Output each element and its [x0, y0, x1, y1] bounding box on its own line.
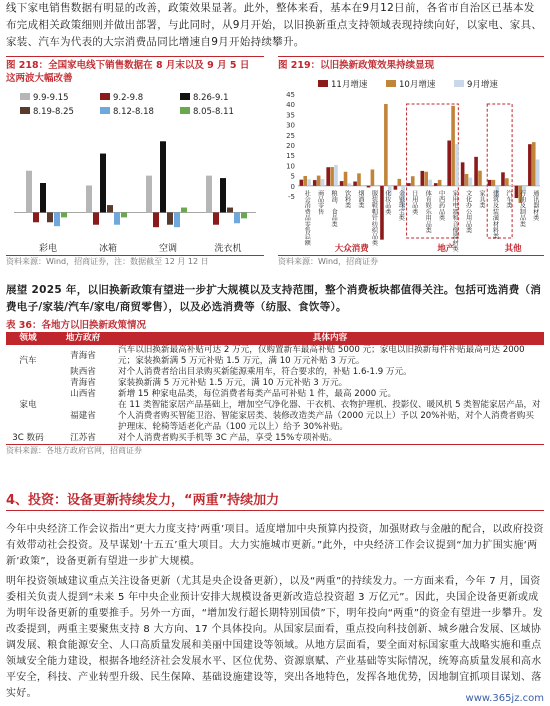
y-tick-label: 45 — [286, 91, 295, 99]
category-label: 彩电 — [38, 244, 58, 254]
table-row — [6, 378, 544, 389]
cell-field: 3C 数码 — [12, 433, 44, 443]
bar — [411, 176, 415, 186]
bar — [33, 212, 39, 222]
y-tick-label: 5 — [290, 172, 295, 181]
bar — [54, 212, 60, 226]
bar — [121, 212, 127, 217]
y-tick-label: 25 — [286, 131, 295, 140]
bar — [469, 178, 473, 186]
table-header-row — [6, 332, 544, 345]
y-tick-label: 30 — [286, 121, 295, 130]
table-36-container — [6, 319, 544, 456]
bar — [160, 141, 166, 212]
legend-label: 11月增速 — [331, 80, 368, 90]
y-tick-label: 40 — [286, 101, 295, 110]
cell-content: 对个人消费者购买手机等 3C 产品，享受 15%专项补贴。 — [118, 433, 338, 443]
category-label: 商品零售 — [316, 189, 324, 215]
category-label: 石油及制品类 — [518, 189, 526, 228]
bar — [114, 212, 120, 224]
bar — [488, 180, 492, 186]
bar — [86, 185, 92, 212]
header-government: 地方政府 — [50, 332, 116, 345]
policy-table — [6, 332, 544, 445]
category-label: 饮料类 — [343, 189, 351, 209]
y-tick-label: 0 — [290, 182, 295, 191]
legend-swatch — [454, 80, 464, 87]
bar — [375, 185, 379, 186]
bar — [40, 183, 46, 212]
category-label: 冰箱 — [98, 244, 118, 254]
cell-gov: 福建省 — [70, 411, 96, 421]
legend-swatch — [318, 80, 328, 87]
group-label: 地产 — [437, 244, 455, 254]
bar — [371, 169, 375, 185]
bar — [501, 172, 505, 185]
cell-content: 对个人消费者给出目录购买新能源乘用车，符合要求的，补贴 1.6-1.9 万元。 — [118, 367, 412, 377]
legend-swatch — [100, 107, 110, 114]
chart-218-title-line1: 图 218：全国家电线下销售数据在 8 月末以及 9 月 5 日 — [6, 60, 250, 71]
y-tick-label: 35 — [286, 111, 295, 120]
category-label: 体育娱乐用品类 — [424, 189, 432, 234]
category-label: 社会消费品零售总额 — [303, 189, 311, 246]
category-label: 空调 — [158, 244, 178, 254]
bar — [482, 185, 486, 186]
bar — [146, 176, 152, 213]
cell-field: 汽车 — [19, 356, 37, 366]
bar — [206, 176, 212, 213]
group-label: 大众消费 — [334, 244, 369, 254]
legend-swatch — [180, 93, 190, 100]
table-row — [6, 367, 544, 378]
legend-label: 8.12-8.18 — [113, 107, 154, 117]
cell-gov: 江苏省 — [70, 433, 96, 443]
chart-218-title-line2: 这两波大幅改善 — [6, 73, 73, 84]
category-label: 文化办公用品类 — [464, 189, 472, 234]
bar — [528, 144, 532, 186]
bar — [330, 167, 334, 186]
bar — [321, 179, 325, 186]
chart-219-svg — [278, 74, 544, 255]
category-label: 洗衣机 — [214, 244, 242, 254]
equipment-paragraph: 明年投资领域建议重点关注设备更新（尤其是央企设备更新），以及“两重”的持续发力。一方面来看，今年 7 月，国资委相关负责人提到“未来 5 年中央企业预计安排大规模设备更新改造总投资超 3 万亿元”。因此，央国企设备更新或成为明年设备更新的重要推手。另外一方面，“增加发行超长期特别国债”下，明年投向“两重”的资金有望进一步攀升。发改委提到，两重主要聚焦支持 8 大方向、17 个具体投向。从国家层面看，重点投向科技创新、城乡融合发展、区域协调发展、粮食能源安全、人口高质量发展和美丽中国建设等领域。从地方层面看，要全面对标国家重大战略实施和重点领域安全能力建设，根据各地经济社会发展水平、区位优势、资源禀赋、产业基础等实际情况，统筹高质量发展和高水平安全，科技、产业转型升级、民生保障、基础设施建设等，突出各地特色，发挥各地优势，因地制宜抓项目谋划、落实好。 — [6, 576, 543, 699]
bar — [353, 182, 357, 186]
category-label: 通讯器材类 — [531, 189, 539, 221]
bar — [348, 183, 352, 185]
bar — [447, 141, 451, 186]
bar — [421, 171, 425, 186]
table-36-source: 资料来源：各地方政府官网，招商证券 — [6, 446, 142, 455]
chart-219-source: 资料来源：Wind，招商证券 — [278, 257, 379, 266]
bar — [398, 179, 402, 186]
bar — [384, 104, 388, 186]
bar — [428, 180, 432, 186]
header-field: 领域 — [6, 332, 50, 345]
bar — [47, 212, 53, 222]
bar — [227, 208, 233, 213]
category-label: 服装鞋帽针纺织品类 — [370, 189, 378, 246]
bar — [438, 180, 442, 186]
bar — [220, 178, 226, 212]
bar — [424, 172, 428, 186]
cell-content: 在 11 类智能家居产品基础上，增加空气净化器、干衣机、衣物护理机、投影仪、暖风机 5 类智能家居产品，对个人消费者购买智能卫浴、智能家居类、装修改造类产品（2000 元以上）予以 20%补贴，对个人消费者购买护理床、轮椅等适老化产品（100 元以上）给予 30%补贴。 — [118, 400, 541, 432]
cell-gov: 青海省 — [70, 378, 96, 388]
bar — [492, 180, 496, 186]
legend-label: 8.26-9.1 — [193, 93, 229, 103]
y-tick-label: 20 — [286, 142, 295, 150]
cell-gov: 山西省 — [70, 389, 96, 399]
cell-content: 新增 15 种家电品类，每位消费者每类产品可补贴 1 件，最高 2000 元。 — [118, 389, 397, 399]
category-label: 日用品类 — [410, 189, 418, 215]
intro-paragraph: 线下家电销售数据有明显的改善，政策效果显著。此外，整体来看，基本在9月12日前，各省市自治区已基本发布完成相关政策细则并做出部署，与此同时，从9月开始，以旧换新重点支持领域表现持续向好，以家电、家具、家装、汽车为代表的大宗消费品同比增速自9月开始持续攀升。 — [6, 2, 543, 48]
category-label: 中西药品类 — [437, 189, 445, 221]
bar — [167, 212, 173, 224]
table-row — [6, 345, 544, 367]
category-label: 金银珠宝类 — [397, 189, 405, 221]
cell-gov: 陕西省 — [70, 367, 96, 377]
bar — [317, 176, 321, 186]
cell-field: 家电 — [19, 400, 37, 410]
bar — [300, 180, 304, 186]
category-label: 化妆品类 — [383, 189, 391, 215]
bar — [455, 144, 459, 186]
table-row — [6, 400, 544, 433]
legend-swatch — [20, 107, 30, 114]
watermark: www.365jz.com — [465, 693, 544, 704]
investment-paragraph: 今年中央经济工作会议指出“更大力度支持‘两重’项目。适度增加中央预算内投资，加强财政与金融的配合，以政府投资有效带动社会投资。及早谋划‘十五五’重大项目。大力实施城市更新。”此外，中央经济工作会议提到“加力扩围实施‘两新’政策”，设备更新有望进一步扩大规模。 — [6, 524, 544, 567]
chart-219-container — [278, 56, 544, 267]
category-label: 家具类 — [478, 189, 485, 209]
bar — [451, 106, 455, 186]
bar — [213, 212, 219, 224]
chart-218-top-rule — [6, 56, 264, 57]
bar — [415, 185, 419, 186]
bar — [100, 154, 106, 213]
chart-219-top-rule — [278, 56, 544, 57]
category-label: 烟酒类 — [357, 189, 364, 209]
bar — [434, 183, 438, 186]
chart-219-title: 图 219：以旧换新政策效果持续显现 — [278, 60, 435, 71]
section-heading: 4、投资：设备更新持续发力，“两重”持续加力 — [6, 493, 280, 508]
y-tick-label: 10 — [286, 162, 295, 171]
legend-label: 8.19-8.25 — [33, 107, 74, 117]
bar — [181, 208, 187, 213]
legend-swatch — [20, 93, 30, 100]
bar — [334, 165, 338, 186]
bar — [93, 212, 99, 224]
legend-swatch — [180, 107, 190, 114]
cell-content: 家装换新满 5 万元补贴 1.5 万元，满 10 万元补贴 3 万元。 — [118, 378, 348, 388]
chart-218-container — [6, 56, 264, 267]
table-36-title: 表 36：各地方以旧换新政策情况 — [6, 320, 147, 331]
bar — [241, 212, 247, 218]
bar — [407, 183, 411, 186]
bar — [326, 167, 330, 186]
legend-label: 9月增速 — [467, 80, 498, 90]
cell-gov: 青海省 — [70, 350, 96, 361]
bar — [532, 142, 536, 186]
bar — [461, 162, 465, 185]
bar — [307, 179, 311, 186]
legend-label: 8.05-8.11 — [193, 107, 234, 117]
y-tick-label: 15 — [286, 152, 295, 161]
bar — [26, 171, 32, 213]
legend-label: 9.9-9.15 — [33, 93, 69, 103]
bar — [357, 173, 361, 185]
legend-label: 10月增速 — [399, 80, 436, 90]
bar — [153, 212, 159, 227]
bar — [509, 185, 513, 186]
category-label: 汽车类 — [504, 189, 512, 209]
bar — [442, 186, 446, 187]
bar — [174, 212, 180, 227]
header-content: 具体内容 — [116, 332, 544, 345]
section-rule — [6, 510, 544, 511]
bar — [303, 176, 307, 186]
category-label: 粮油、食品类 — [330, 189, 338, 228]
bar — [474, 157, 478, 186]
bar — [505, 178, 509, 186]
y-tick-label: -5 — [288, 193, 295, 201]
table-row — [6, 433, 544, 445]
bar — [313, 180, 317, 186]
cell-content: 汽车以旧换新最高补贴可达 2 万元，仅购置新车最高补贴 5000 元；家电以旧换新每件补贴最高可达 2000 元；家装换新满 5 万元补贴 1.5 万元，满 10 万元补贴 3 万元。 — [118, 345, 525, 366]
outlook-paragraph: 展望 2025 年，以旧换新政策有望进一步扩大规模以及支持范围，整个消费板块都值得关注。包括可选消费（消费电子/家装/汽车/家电/商贸零售），以及必选消费等（纺服、食饮等）。 — [6, 284, 542, 313]
legend-label: 9.2-9.8 — [113, 93, 144, 103]
table-row — [6, 389, 544, 400]
category-label: 家用电器和音像器材类 — [451, 189, 459, 252]
legend-swatch — [386, 80, 396, 87]
category-label: 建筑及装潢材料类 — [491, 189, 499, 240]
bar — [61, 212, 67, 217]
bar — [361, 186, 365, 187]
chart-218-svg — [6, 87, 264, 255]
bar — [367, 186, 371, 188]
bar — [465, 174, 469, 186]
bar — [344, 172, 348, 186]
bar — [340, 181, 344, 186]
group-label: 其他 — [504, 244, 522, 254]
bar — [107, 205, 113, 212]
legend-swatch — [100, 93, 110, 100]
chart-218-source: 资料来源：Wind，招商证券，注：数据截至 12 月 12 日 — [6, 257, 209, 266]
bar — [234, 212, 240, 223]
bar — [536, 159, 540, 185]
bar — [478, 171, 482, 186]
